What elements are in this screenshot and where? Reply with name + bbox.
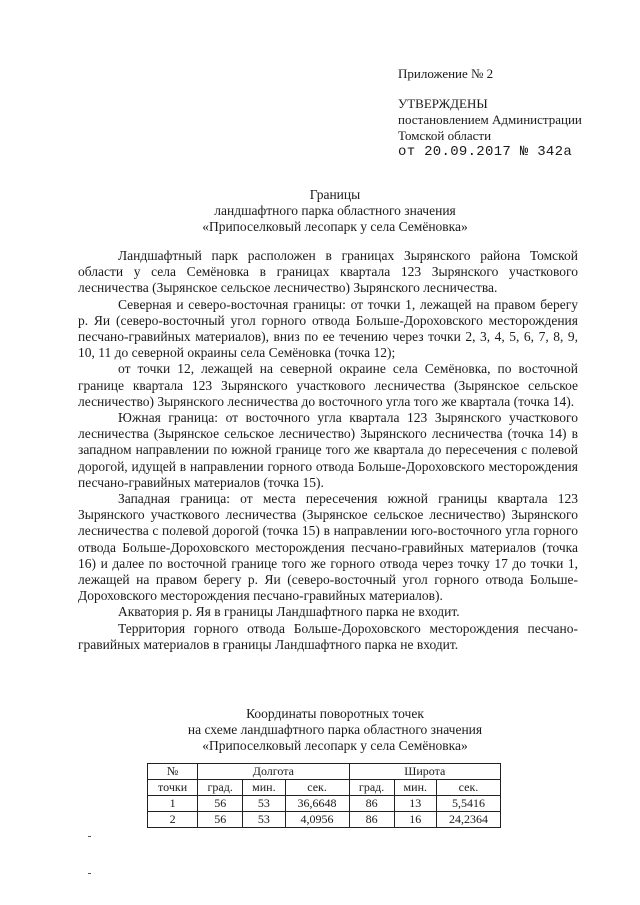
coords-title-line-2: на схеме ландшафтного парка областного значения (187, 722, 483, 737)
scan-mark (88, 873, 91, 874)
paragraph-south-border: Южная граница: от восточного угла квартала 123 Зырянского участкового лесничества (Зырянское сельское лесничество) Зырянского лесничества (точка 14) в западном направлении по южной границе того же квартала до пересечения с полевой дорогой, идущей в направлении горного отвода Больше-Дороховского месторождения песчано-гравийных материалов (точка 15). (78, 410, 578, 490)
table-subheader-row (148, 780, 501, 796)
approval-line-1: постановлением Администрации (398, 112, 582, 127)
title-line-1: Границы (309, 187, 361, 202)
lat-deg: 86 (349, 796, 394, 812)
lon-min: 53 (243, 796, 285, 812)
document-body (78, 248, 578, 653)
title-line-2: ландшафтного парка областного значения (214, 203, 456, 218)
coordinates-title (100, 706, 570, 754)
lat-deg-header: град. (349, 780, 394, 796)
longitude-header: Долгота (198, 764, 349, 780)
lat-min-header: мин. (394, 780, 436, 796)
paragraph-north-border: Северная и северо-восточная границы: от точки 1, лежащей на правом берегу р. Яи (северо-восточный угол горного отвода Больше-Дороховского месторождения песчано-гравийных материалов), вниз по ее течению через точки 2, 3, 4, 5, 6, 7, 8, 9, 10, 11 до северной окраины села Семёновка (точка 12); (78, 296, 578, 361)
document-title (100, 187, 570, 235)
point-number: 2 (148, 812, 198, 828)
num-subheader: точки (148, 780, 198, 796)
coords-title-line-1: Координаты поворотных точек (246, 706, 424, 721)
num-header: № (148, 764, 198, 780)
lon-deg: 56 (198, 796, 243, 812)
lat-sec: 5,5416 (436, 796, 500, 812)
lat-sec: 24,2364 (436, 812, 500, 828)
lon-deg-header: град. (198, 780, 243, 796)
table-row (148, 796, 501, 812)
lat-min: 13 (394, 796, 436, 812)
latitude-header: Широта (349, 764, 500, 780)
lon-min-header: мин. (243, 780, 285, 796)
appendix-label: Приложение № 2 (398, 66, 494, 81)
lon-sec: 4,0956 (285, 812, 349, 828)
coordinates-table (147, 763, 501, 828)
approval-date-number: от 20.09.2017 № 342а (398, 144, 573, 160)
lon-deg: 56 (198, 812, 243, 828)
scan-mark (88, 836, 91, 837)
paragraph-east-border: от точки 12, лежащей на северной окраине села Семёновка, по восточной границе квартала 123 Зырянского участкового лесничества (Зырянское сельское лесничество) Зырянского лесничества до восточного угла того же квартала (точка 14). (78, 361, 578, 409)
lat-min: 16 (394, 812, 436, 828)
lon-min: 53 (243, 812, 285, 828)
title-line-3: «Припоселковый лесопарк у села Семёновка» (202, 219, 468, 234)
lon-sec: 36,6648 (285, 796, 349, 812)
lat-sec-header: сек. (436, 780, 500, 796)
paragraph-water-area: Акватория р. Яя в границы Ландшафтного парка не входит. (118, 604, 460, 620)
lat-deg: 86 (349, 812, 394, 828)
coords-title-line-3: «Припоселковый лесопарк у села Семёновка» (202, 738, 468, 753)
paragraph-intro: Ландшафтный парк расположен в границах Зырянского района Томской области у села Семёновка в границах квартала 123 Зырянского участкового лесничества (Зырянское сельское лесничество) Зырянского лесничества. (78, 248, 578, 296)
point-number: 1 (148, 796, 198, 812)
table-row (148, 812, 501, 828)
approved-heading: УТВЕРЖДЕНЫ (398, 96, 488, 111)
paragraph-west-border: Западная граница: от места пересечения южной границы квартала 123 Зырянского участкового лесничества (Зырянское сельское лесничество) Зырянского лесничества с полевой дорогой (точка 15) в направлении юго-восточного угла горного отвода Больше-Дороховского месторождения песчано-гравийных материалов (точка 16) и далее по восточной границе того же горного отвода через точку 17 до точки 1, лежащей на правом берегу р. Яи (северо-восточный угол горного отвода Больше-Дороховского месторождения песчано-гравийных материалов). (78, 491, 578, 604)
table-header-row (148, 764, 501, 780)
paragraph-mining-area: Территория горного отвода Больше-Дороховского месторождения песчано-гравийных материалов в границы Ландшафтного парка не входит. (78, 620, 578, 652)
lon-sec-header: сек. (285, 780, 349, 796)
approval-block (398, 66, 582, 160)
approval-line-2: Томской области (398, 128, 492, 143)
